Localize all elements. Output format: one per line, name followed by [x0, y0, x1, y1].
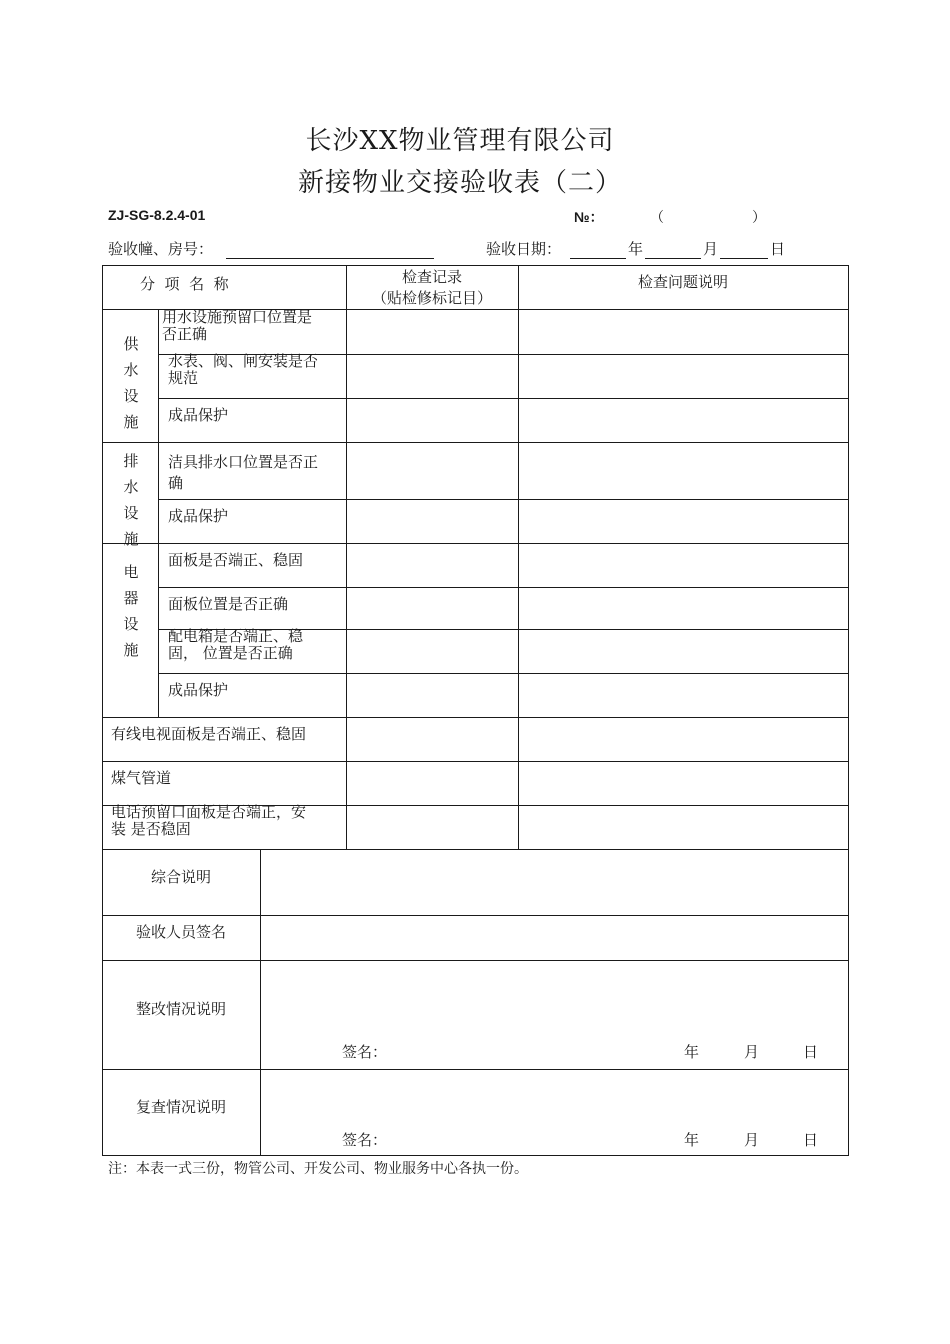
row-line	[158, 673, 849, 674]
recheck-day: 日	[803, 1131, 819, 1149]
item-water-outlet-position: 用水设施预留口位置是 否正确	[162, 308, 313, 343]
header-issues: 检查问题说明	[637, 273, 728, 291]
row-line	[158, 587, 849, 588]
date-day-field[interactable]	[720, 258, 768, 259]
divider-summary-col	[260, 849, 261, 1156]
group3-bottom-line	[102, 717, 849, 718]
item-distribution-box: 配电箱是否端正、稳 固， 位置是否正确	[168, 627, 304, 662]
item-cable-tv-panel: 有线电视面板是否端正、稳固	[111, 725, 307, 743]
row-line	[102, 915, 849, 916]
date-year-field[interactable]	[570, 258, 626, 259]
header-record-sub: （贴检修标记目）	[371, 289, 492, 307]
building-room-label: 验收幢、房号：	[108, 240, 214, 258]
table-border-bottom	[102, 1155, 849, 1156]
header-record: 检查记录	[401, 268, 462, 286]
general-notes-label: 综合说明	[150, 868, 211, 886]
date-label: 验收日期：	[486, 240, 562, 258]
building-room-field[interactable]	[226, 258, 434, 259]
group1-bottom-line	[102, 442, 849, 443]
year-unit: 年	[628, 240, 644, 258]
recheck-year: 年	[684, 1131, 700, 1149]
divider-category-col	[158, 309, 159, 717]
row-line	[102, 1069, 849, 1070]
header-item-name: 分 项 名 称	[140, 275, 229, 293]
recheck-sign-label: 签名：	[342, 1131, 388, 1149]
category-electrical: 电 器 设 施	[123, 563, 139, 659]
row-line	[102, 761, 849, 762]
inspector-signature-label: 验收人员签名	[135, 923, 226, 941]
row-line	[158, 499, 849, 500]
group2-bottom-line	[102, 543, 849, 544]
item-phone-panel: 电话预留口面板是否端正，安 装 是否稳固	[111, 803, 307, 838]
company-title: 长沙XX物业管理有限公司	[305, 126, 615, 156]
footnote: 注：本表一式三份，物管公司、开发公司、物业服务中心各执一份。	[108, 1161, 528, 1177]
category-drainage: 排 水 设 施	[123, 452, 139, 548]
number-label: №：	[574, 209, 604, 225]
rectification-sign-label: 签名：	[342, 1043, 388, 1061]
table-border-top	[102, 265, 849, 266]
recheck-month: 月	[744, 1131, 760, 1149]
item-electrical-protection: 成品保护	[168, 681, 229, 699]
date-month-field[interactable]	[645, 258, 701, 259]
form-code: ZJ-SG-8.2.4-01	[108, 207, 206, 223]
rectification-day: 日	[803, 1043, 819, 1061]
number-close-paren: ）	[752, 210, 766, 226]
rectification-year: 年	[684, 1043, 700, 1061]
category-water-supply: 供 水 设 施	[123, 335, 139, 431]
item-panel-firm: 面板是否端正、稳固	[168, 551, 304, 569]
table-border-left	[102, 265, 103, 1156]
item-fixture-drain-position: 洁具排水口位置是否正 确	[168, 453, 319, 492]
item-panel-position: 面板位置是否正确	[168, 595, 289, 613]
month-unit: 月	[703, 240, 719, 258]
rectification-label: 整改情况说明	[135, 1000, 226, 1018]
item-water-protection: 成品保护	[168, 406, 229, 424]
row-line	[102, 960, 849, 961]
item-gas-pipe: 煤气管道	[111, 769, 172, 787]
item-meter-valve-install: 水表、阀、闸安装是否 规范	[168, 352, 319, 387]
item-drain-protection: 成品保护	[168, 507, 229, 525]
recheck-label: 复查情况说明	[135, 1098, 226, 1116]
row-line	[102, 849, 849, 850]
rectification-month: 月	[744, 1043, 760, 1061]
form-title: 新接物业交接验收表（二）	[297, 168, 622, 198]
number-open-paren: （	[650, 210, 664, 226]
day-unit: 日	[770, 240, 786, 258]
row-line	[158, 398, 849, 399]
